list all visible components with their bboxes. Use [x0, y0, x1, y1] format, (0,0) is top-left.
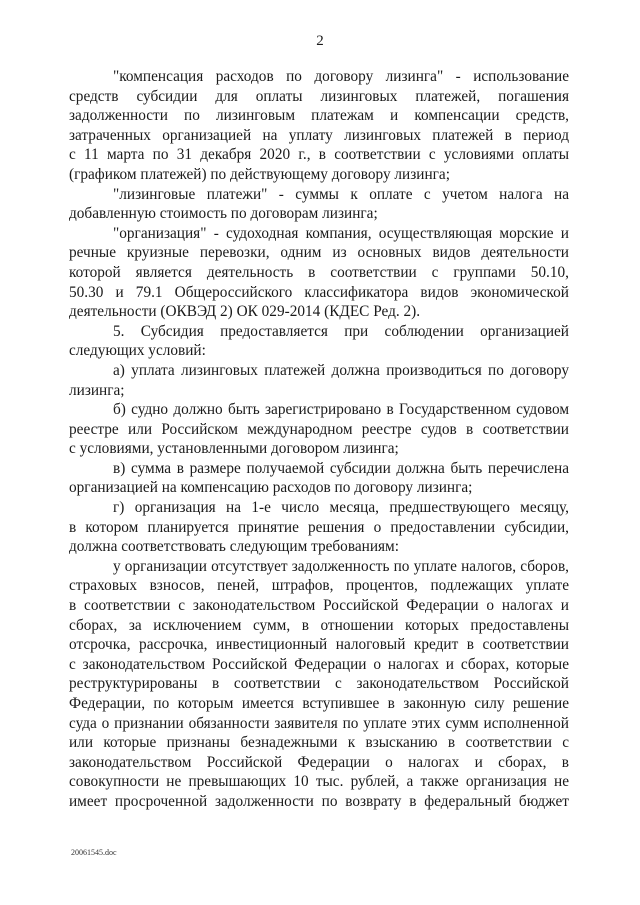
- text-line: реструктурированы в соответствии с законодательством Российской: [69, 675, 569, 693]
- text-line: организацией на компенсацию расходов по договору лизинга;: [69, 479, 473, 497]
- text-line: затраченных организацией на уплату лизинговых платежей в период: [69, 126, 569, 144]
- text-line: отсрочка, рассрочка, инвестиционный налоговый кредит в соответствии: [69, 636, 569, 654]
- file-name-footer: 20061545.doc: [71, 848, 117, 857]
- text-line: "организация" - судоходная компания, осуществляющая морские и: [113, 224, 569, 242]
- text-line: следующих условий:: [69, 342, 206, 360]
- document-body: [69, 67, 569, 812]
- text-line: с 11 марта по 31 декабря 2020 г., в соответствии с условиями оплаты: [69, 146, 569, 164]
- text-line: (графиком платежей) по действующему договору лизинга;: [69, 165, 450, 183]
- text-line: б) судно должно быть зарегистрировано в Государственном судовом: [113, 401, 569, 419]
- text-line: или которые признаны безнадежными к взысканию в соответствии с: [69, 734, 569, 752]
- text-line: имеет просроченной задолженности по возврату в федеральный бюджет: [69, 792, 569, 810]
- text-line: 5. Субсидия предоставляется при соблюдении организацией: [113, 322, 569, 340]
- text-line: добавленную стоимость по договорам лизинга;: [69, 205, 378, 223]
- text-line: средств субсидии для оплаты лизинговых платежей, погашения: [69, 87, 569, 105]
- text-line: сборах, за исключением сумм, в отношении которых предоставлены: [69, 616, 569, 634]
- text-line: законодательством Российской Федерации о налогах и сборах, в: [69, 753, 569, 771]
- text-line: "компенсация расходов по договору лизинга" - использование: [113, 68, 569, 85]
- text-line: в соответствии с законодательством Российской Федерации о налогах и: [69, 597, 569, 615]
- text-line: реестре или Российском международном реестре судов в соответствии: [69, 420, 569, 438]
- text-line: 50.30 и 79.1 Общероссийского классификатора видов экономической: [69, 283, 569, 301]
- text-line: в котором планируется принятие решения о предоставлении субсидии,: [69, 518, 569, 536]
- text-line: лизинга;: [69, 381, 125, 399]
- text-line: деятельности (ОКВЭД 2) ОК 029-2014 (КДЕС Ред. 2).: [69, 303, 421, 321]
- text-line: в) сумма в размере получаемой субсидии должна быть перечислена: [113, 459, 569, 477]
- text-line: с законодательством Российской Федерации о налогах и сборах, которые: [69, 655, 569, 673]
- text-line: Федерации, по которым имеется вступившее в законную силу решение: [69, 695, 569, 712]
- text-line: суда о признании обязанности заявителя по уплате этих сумм исполненной: [69, 714, 569, 732]
- text-line: у организации отсутствует задолженность по уплате налогов, сборов,: [113, 557, 569, 575]
- text-line: г) организация на 1-е число месяца, предшествующего месяцу,: [113, 499, 569, 517]
- text-line: задолженности по лизинговым платежам и компенсации средств,: [69, 107, 569, 125]
- page-number: 2: [316, 33, 324, 49]
- text-line: "лизинговые платежи" - суммы к оплате с учетом налога на: [113, 185, 569, 203]
- text-line: страховых взносов, пеней, штрафов, процентов, подлежащих уплате: [69, 577, 569, 595]
- text-line: с условиями, установленными договором лизинга;: [69, 440, 399, 458]
- text-line: а) уплата лизинговых платежей должна производиться по договору: [113, 361, 569, 379]
- text-line: совокупности не превышающих 10 тыс. рублей, а также организация не: [69, 773, 569, 791]
- text-line: речные круизные перевозки, одним из основных видов деятельности: [69, 244, 569, 262]
- text-line: которой является деятельность в соответствии с группами 50.10,: [69, 263, 569, 281]
- text-line: должна соответствовать следующим требованиям:: [69, 538, 399, 556]
